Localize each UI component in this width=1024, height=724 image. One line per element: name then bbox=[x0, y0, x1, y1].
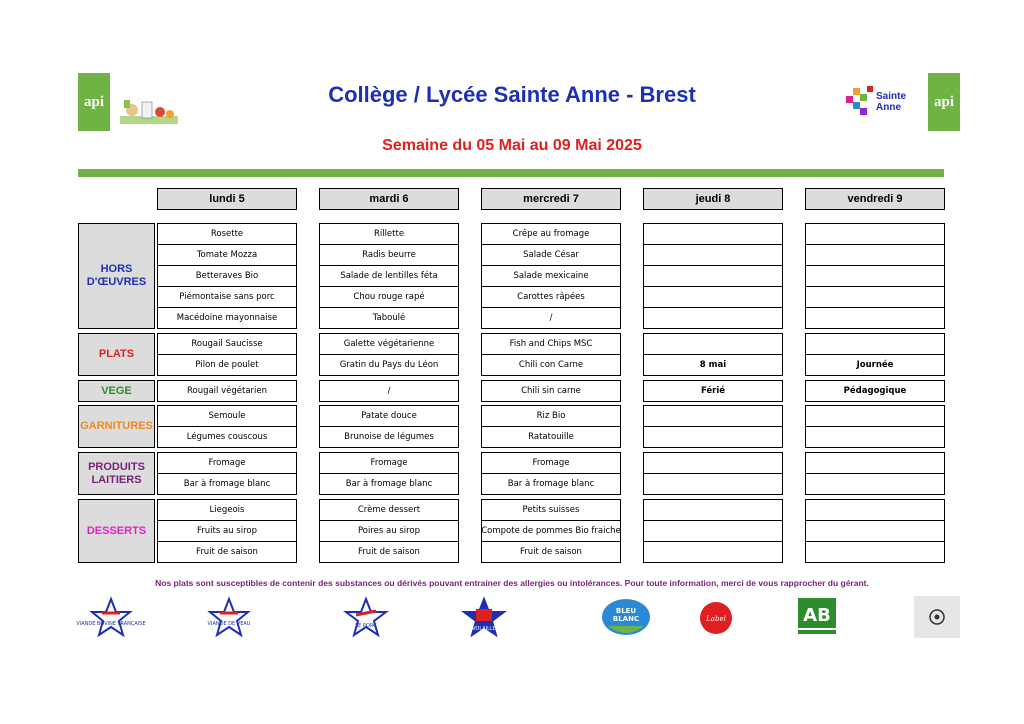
category-plats: PLATS bbox=[78, 333, 155, 376]
menu-cell: Compote de pommes Bio fraiche bbox=[481, 520, 621, 542]
menu-cell bbox=[643, 452, 783, 474]
menu-cell: Petits suisses bbox=[481, 499, 621, 521]
ab-text: AB bbox=[803, 605, 831, 626]
week-subtitle: Semaine du 05 Mai au 09 Mai 2025 bbox=[382, 137, 642, 154]
bleu-blanc-coeur-label bbox=[600, 596, 652, 638]
menu-cell: Liegeois bbox=[157, 499, 297, 521]
menu-cell bbox=[643, 499, 783, 521]
menu-cell: Betteraves Bio bbox=[157, 265, 297, 287]
menu-cell bbox=[643, 520, 783, 542]
menu-cell bbox=[643, 223, 783, 245]
menu-cell bbox=[805, 426, 945, 448]
menu-cell: Piémontaise sans porc bbox=[157, 286, 297, 308]
menu-cell bbox=[805, 473, 945, 495]
menu-cell: Chili sin carne bbox=[481, 380, 621, 402]
menu-cell: Légumes couscous bbox=[157, 426, 297, 448]
api-logo-right: api bbox=[928, 73, 960, 131]
menu-cell: Chou rouge rapé bbox=[319, 286, 459, 308]
menu-cell: Fromage bbox=[157, 452, 297, 474]
category-garnitures: GARNITURES bbox=[78, 405, 155, 448]
svg-text:VIANDE DE VEAU: VIANDE DE VEAU bbox=[207, 621, 251, 627]
menu-cell: Férié bbox=[643, 380, 783, 402]
menu-cell bbox=[643, 244, 783, 266]
menu-cell bbox=[643, 286, 783, 308]
category-hors-doeuvres: HORS D'ŒUVRES bbox=[78, 223, 155, 329]
menu-cell: Rillette bbox=[319, 223, 459, 245]
allergy-note: Nos plats sont susceptibles de contenir des substances ou dérivés pouvant entrainer des allergies ou intolérances. Pour toute information, merci de vous rapprocher du gérant. bbox=[155, 578, 869, 588]
menu-cell: Bar à fromage blanc bbox=[319, 473, 459, 495]
menu-cell bbox=[805, 541, 945, 563]
svg-text:BLEU: BLEU bbox=[615, 607, 637, 615]
menu-cell: / bbox=[481, 307, 621, 329]
menu-cell: Salade de lentilles féta bbox=[319, 265, 459, 287]
menu-cell: Fromage bbox=[481, 452, 621, 474]
agriculture-biologique-label bbox=[796, 596, 838, 638]
menu-cell: Salade César bbox=[481, 244, 621, 266]
menu-cell bbox=[805, 405, 945, 427]
breizh-label bbox=[914, 596, 960, 638]
category-produits-laitiers: PRODUITS LAITIERS bbox=[78, 452, 155, 495]
menu-cell: Rosette bbox=[157, 223, 297, 245]
menu-cell bbox=[805, 333, 945, 355]
menu-cell: Bar à fromage blanc bbox=[157, 473, 297, 495]
svg-text:Label: Label bbox=[706, 615, 726, 623]
menu-cell bbox=[805, 244, 945, 266]
menu-cell: Fruits au sirop bbox=[157, 520, 297, 542]
menu-cell: Taboulé bbox=[319, 307, 459, 329]
menu-cell: Fish and Chips MSC bbox=[481, 333, 621, 355]
menu-cell bbox=[643, 426, 783, 448]
menu-cell: Fromage bbox=[319, 452, 459, 474]
menu-cell bbox=[643, 307, 783, 329]
menu-cell: Tomate Mozza bbox=[157, 244, 297, 266]
viande-bovine-text: VIANDE BOVINE FRANÇAISE bbox=[76, 621, 146, 627]
menu-cell: Carottes râpées bbox=[481, 286, 621, 308]
menu-cell: Bar à fromage blanc bbox=[481, 473, 621, 495]
menu-cell: Journée bbox=[805, 354, 945, 376]
menu-cell: Rougail végétarien bbox=[157, 380, 297, 402]
day-header-4: vendredi 9 bbox=[805, 188, 945, 210]
menu-cell: Galette végétarienne bbox=[319, 333, 459, 355]
menu-cell: Poires au sirop bbox=[319, 520, 459, 542]
menu-cell: Brunoise de légumes bbox=[319, 426, 459, 448]
menu-cell bbox=[805, 452, 945, 474]
menu-cell bbox=[643, 265, 783, 287]
menu-cell bbox=[805, 286, 945, 308]
menu-cell: Crème dessert bbox=[319, 499, 459, 521]
menu-cell bbox=[805, 499, 945, 521]
svg-text:LE PORC: LE PORC bbox=[355, 623, 377, 629]
volaille-francaise-label bbox=[462, 597, 506, 639]
header-divider bbox=[78, 169, 944, 177]
menu-cell: Ratatouille bbox=[481, 426, 621, 448]
chef-illustration bbox=[118, 96, 180, 126]
menu-cell bbox=[643, 541, 783, 563]
menu-cell: Semoule bbox=[157, 405, 297, 427]
menu-cell: Fruit de saison bbox=[157, 541, 297, 563]
sainte-anne-logo-text: Sainte Anne bbox=[876, 91, 907, 113]
menu-cell: Crêpe au fromage bbox=[481, 223, 621, 245]
category-desserts: DESSERTS bbox=[78, 499, 155, 563]
menu-cell: Rougail Saucisse bbox=[157, 333, 297, 355]
menu-cell bbox=[805, 520, 945, 542]
menu-cell bbox=[643, 405, 783, 427]
svg-text:VOLAILLE: VOLAILLE bbox=[472, 626, 496, 632]
menu-cell: Salade mexicaine bbox=[481, 265, 621, 287]
menu-cell bbox=[805, 265, 945, 287]
menu-cell: Pédagogique bbox=[805, 380, 945, 402]
day-header-1: mardi 6 bbox=[319, 188, 459, 210]
menu-cell bbox=[805, 307, 945, 329]
menu-cell: Pilon de poulet bbox=[157, 354, 297, 376]
page-title: Collège / Lycée Sainte Anne - Brest bbox=[328, 82, 696, 107]
label-rouge-label bbox=[698, 600, 734, 636]
day-header-3: jeudi 8 bbox=[643, 188, 783, 210]
menu-cell: Gratin du Pays du Léon bbox=[319, 354, 459, 376]
svg-text:BLANC: BLANC bbox=[612, 615, 640, 623]
viande-bovine-francaise-label bbox=[76, 597, 146, 639]
viande-de-veau-francaise-label bbox=[208, 597, 250, 639]
menu-cell: Patate douce bbox=[319, 405, 459, 427]
menu-cell bbox=[643, 473, 783, 495]
menu-cell: 8 mai bbox=[643, 354, 783, 376]
api-logo-left: api bbox=[78, 73, 110, 131]
le-porc-francais-label bbox=[344, 597, 388, 639]
menu-cell: Fruit de saison bbox=[319, 541, 459, 563]
menu-cell: Riz Bio bbox=[481, 405, 621, 427]
day-header-0: lundi 5 bbox=[157, 188, 297, 210]
menu-cell: Macédoine mayonnaise bbox=[157, 307, 297, 329]
menu-cell bbox=[805, 223, 945, 245]
menu-cell: / bbox=[319, 380, 459, 402]
day-header-2: mercredi 7 bbox=[481, 188, 621, 210]
category-vege: VEGE bbox=[78, 380, 155, 402]
menu-cell: Radis beurre bbox=[319, 244, 459, 266]
menu-cell: Fruit de saison bbox=[481, 541, 621, 563]
menu-cell bbox=[643, 333, 783, 355]
menu-cell: Chili con Carne bbox=[481, 354, 621, 376]
